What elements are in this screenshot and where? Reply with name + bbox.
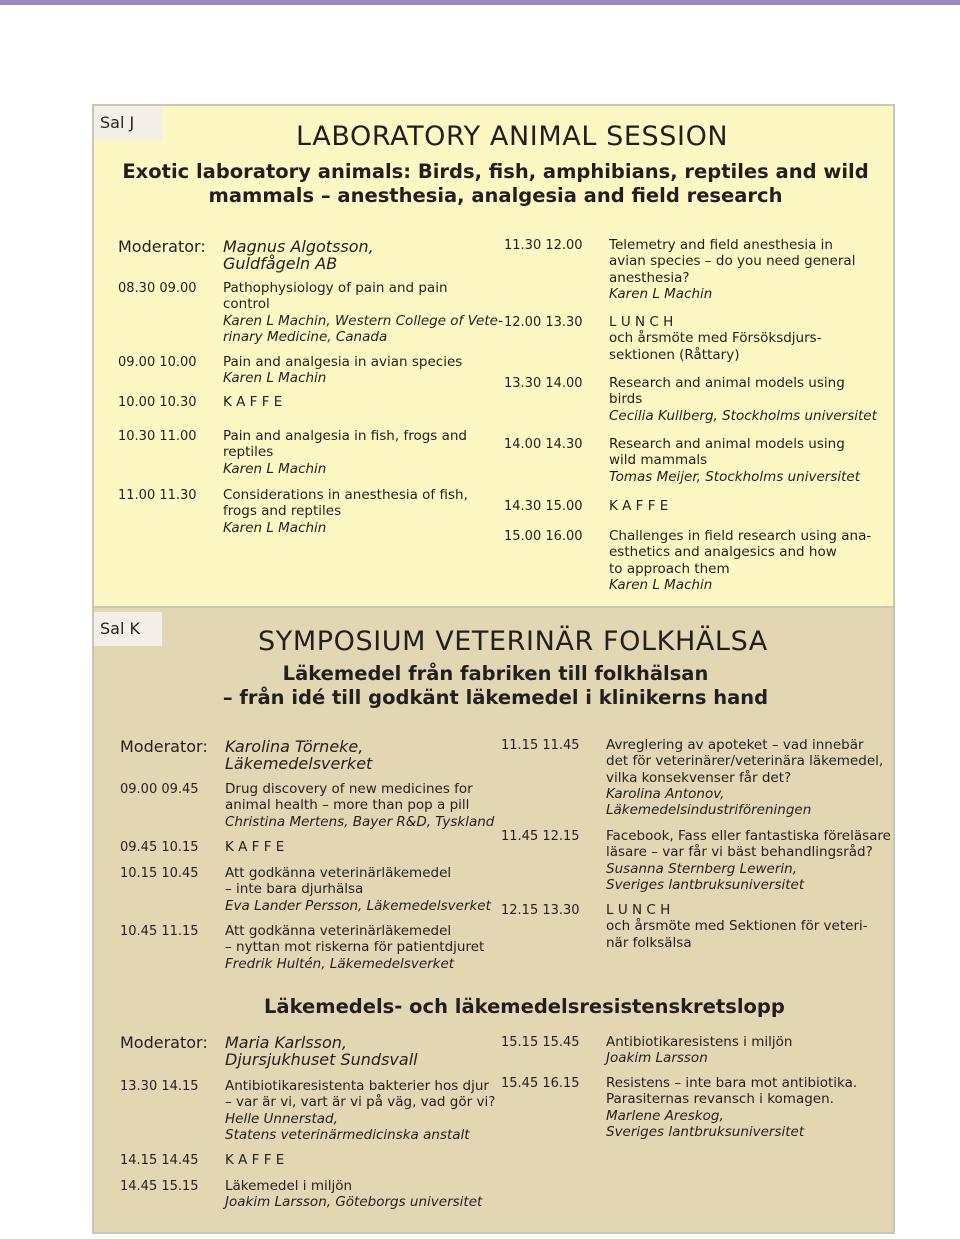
session-details — [225, 1078, 495, 1143]
speaker-line: Susanna Sternberg Lewerin, — [606, 860, 797, 877]
session-title-line: Pain and analgesia in fish, frogs and — [223, 428, 468, 444]
session-details — [223, 394, 282, 410]
sal-k-panel — [92, 608, 895, 1234]
session-title-line: och årsmöte med Försöksdjurs- — [609, 330, 822, 347]
session-title-line: avian species – do you need general — [609, 253, 856, 270]
session-time: 10.00 10.30 — [118, 395, 197, 410]
session-details — [225, 1152, 284, 1168]
session-title-line: Antibiotikaresistenta bakterier hos djur — [225, 1078, 489, 1094]
session-title-line: Research and animal models using — [609, 436, 845, 452]
session-details — [606, 1034, 792, 1067]
sal-k-tag: Sal K — [94, 612, 162, 646]
session-details — [223, 280, 503, 345]
speaker-line: Läkemedelsindustriföreningen — [606, 802, 812, 819]
moderator-label: Moderator: — [120, 737, 208, 756]
session-details — [609, 498, 668, 514]
session-details — [606, 902, 868, 951]
speaker-line: Helle Unnerstad, — [225, 1110, 338, 1127]
sal-j-title: LABORATORY ANIMAL SESSION — [296, 121, 729, 152]
session-time: 11.45 12.15 — [501, 829, 580, 844]
sal-j-tag: Sal J — [94, 106, 162, 140]
speaker-line: Marlene Areskog, — [606, 1107, 724, 1124]
moderator-line: Djursjukhuset Sundsvall — [225, 1050, 418, 1069]
session-details — [225, 839, 284, 855]
session-title-line: Telemetry and field anesthesia in — [609, 237, 833, 253]
session-time: 09.45 10.15 — [120, 840, 199, 855]
speaker-line: Karen L Machin, Western College of Vete- — [223, 312, 503, 329]
moderator-line: Läkemedelsverket — [225, 754, 373, 773]
session-title-line: K A F F E — [609, 498, 669, 514]
session-title-line: Pathophysiology of pain and pain — [223, 280, 448, 296]
session-details — [609, 375, 877, 424]
sal-j-panel — [92, 104, 895, 608]
sal-k-subtitle — [114, 662, 877, 710]
session-time: 12.00 13.30 — [504, 315, 583, 330]
speaker-line: Joakim Larsson, Göteborgs universitet — [225, 1194, 483, 1211]
session-title-line: birds — [609, 391, 643, 408]
session-title-line: Att godkänna veterinärläkemedel — [225, 923, 452, 939]
session-details — [609, 436, 860, 485]
session-time: 14.30 15.00 — [504, 499, 583, 514]
subtitle-line: – från idé till godkänt läkemedel i klinikerns hand — [222, 686, 769, 709]
session-details — [606, 828, 891, 893]
session-title-line: när folksälsa — [606, 934, 692, 951]
session-time: 15.45 16.15 — [501, 1076, 580, 1091]
session-title-line: Facebook, Fass eller fantastiska föreläsare — [606, 828, 891, 844]
session-details — [223, 354, 462, 387]
session-title-line: sektionen (Råttary) — [609, 346, 740, 363]
session-title-line: – nyttan mot riskerna för patientdjuret — [225, 939, 485, 956]
moderator-name — [225, 1034, 418, 1068]
session-title-line: animal health – more than pop a pill — [225, 797, 470, 814]
session-title-line: K A F F E — [223, 394, 283, 410]
speaker-line: Cecilia Kullberg, Stockholms universitet — [609, 407, 877, 424]
speaker-line: Karen L Machin — [223, 519, 327, 536]
moderator-label: Moderator: — [118, 237, 206, 256]
speaker-line: Sveriges lantbruksuniversitet — [606, 1123, 805, 1140]
session-title-line: Resistens – inte bara mot antibiotika. — [606, 1075, 858, 1091]
sal-k-title: SYMPOSIUM VETERINÄR FOLKHÄLSA — [258, 626, 768, 657]
session-title-line: Considerations in anesthesia of fish, — [223, 487, 468, 503]
moderator-name — [225, 738, 372, 772]
session-title-line: reptiles — [223, 444, 274, 461]
session-details — [606, 737, 883, 818]
session-time: 14.15 14.45 — [120, 1153, 199, 1168]
speaker-line: Fredrik Hultén, Läkemedelsverket — [225, 955, 455, 972]
session-time: 15.15 15.45 — [501, 1035, 580, 1050]
session-title-line: Parasiternas revansch i komagen. — [606, 1091, 834, 1108]
speaker-line: Karen L Machin — [223, 460, 327, 477]
session-time: 12.15 13.30 — [501, 903, 580, 918]
session-title-line: – inte bara djurhälsa — [225, 881, 364, 898]
session-details — [609, 528, 871, 593]
session-time: 14.00 14.30 — [504, 437, 583, 452]
session-title-line: Avreglering av apoteket – vad innebär — [606, 737, 864, 753]
session-title-line: Att godkänna veterinärläkemedel — [225, 865, 452, 881]
session-title-line: Pain and analgesia in avian species — [223, 354, 463, 370]
session-time: 09.00 09.45 — [120, 782, 199, 797]
session-time: 14.45 15.15 — [120, 1179, 199, 1194]
speaker-line: Joakim Larsson — [606, 1050, 708, 1067]
session-time: 11.30 12.00 — [504, 238, 583, 253]
speaker-line: Christina Mertens, Bayer R&D, Tyskland — [225, 813, 495, 830]
session-details — [225, 781, 494, 830]
speaker-line: Eva Lander Persson, Läkemedelsverket — [225, 897, 491, 914]
session-details — [609, 314, 822, 363]
session-title-line: wild mammals — [609, 452, 708, 469]
section-heading: Läkemedels- och läkemedelsresistenskretslopp — [264, 995, 785, 1018]
speaker-line: Tomas Meijer, Stockholms universitet — [609, 468, 861, 485]
subtitle-line: mammals – anesthesia, analgesia and field research — [208, 184, 783, 207]
session-title-line: läsare – var får vi bäst behandlingsråd? — [606, 844, 873, 861]
subtitle-line: Exotic laboratory animals: Birds, fish, amphibians, reptiles and wild — [122, 160, 869, 183]
moderator-label: Moderator: — [120, 1033, 208, 1052]
session-title-line: esthetics and analgesics and how — [609, 544, 837, 561]
session-details — [225, 923, 484, 972]
session-time: 09.00 10.00 — [118, 355, 197, 370]
moderator-line: Karolina Törneke, — [225, 737, 364, 756]
session-title-line: det för veterinärer/veterinära läkemedel, — [606, 753, 884, 770]
moderator-line: Maria Karlsson, — [225, 1033, 347, 1052]
speaker-line: Karen L Machin — [223, 370, 327, 387]
session-title-line: Challenges in field research using ana- — [609, 528, 872, 544]
session-details — [609, 237, 855, 302]
session-title-line: control — [223, 296, 270, 313]
session-time: 13.30 14.15 — [120, 1079, 199, 1094]
session-time: 11.00 11.30 — [118, 488, 197, 503]
moderator-line: Magnus Algotsson, — [223, 237, 374, 256]
session-title-line: to approach them — [609, 560, 730, 577]
moderator-name — [223, 238, 374, 272]
speaker-line: Karolina Antonov, — [606, 785, 725, 802]
session-title-line: Research and animal models using — [609, 375, 845, 391]
session-title-line: anesthesia? — [609, 269, 690, 286]
session-title-line: Drug discovery of new medicines for — [225, 781, 473, 797]
speaker-line: Karen L Machin — [609, 285, 713, 302]
session-title-line: och årsmöte med Sektionen för veteri- — [606, 918, 868, 935]
sal-j-subtitle — [114, 160, 877, 208]
session-title-line: frogs and reptiles — [223, 503, 342, 520]
session-details — [606, 1075, 857, 1140]
moderator-line: Guldfågeln AB — [223, 254, 338, 273]
speaker-line: Sveriges lantbruksuniversitet — [606, 876, 805, 893]
session-title-line: Antibiotikaresistens i miljön — [606, 1034, 793, 1050]
session-time: 10.30 11.00 — [118, 429, 197, 444]
session-time: 08.30 09.00 — [118, 281, 197, 296]
session-time: 10.45 11.15 — [120, 924, 199, 939]
session-time: 13.30 14.00 — [504, 376, 583, 391]
session-time: 11.15 11.45 — [501, 738, 580, 753]
speaker-line: rinary Medicine, Canada — [223, 328, 388, 345]
session-time: 15.00 16.00 — [504, 529, 583, 544]
speaker-line: Statens veterinärmedicinska anstalt — [225, 1126, 470, 1143]
session-title-line: L U N C H — [609, 314, 674, 330]
session-title-line: K A F F E — [225, 1152, 285, 1168]
session-title-line: vilka konsekvenser får det? — [606, 769, 792, 786]
session-title-line: – var är vi, vart är vi på väg, vad gör vi? — [225, 1094, 496, 1111]
session-time: 10.15 10.45 — [120, 866, 199, 881]
session-details — [225, 1178, 482, 1211]
top-accent-bar — [0, 0, 960, 5]
session-details — [225, 865, 491, 914]
session-details — [223, 428, 467, 477]
session-title-line: K A F F E — [225, 839, 285, 855]
subtitle-line: Läkemedel från fabriken till folkhälsan — [282, 662, 709, 685]
speaker-line: Karen L Machin — [609, 576, 713, 593]
session-details — [223, 487, 468, 536]
session-title-line: Läkemedel i miljön — [225, 1178, 353, 1194]
session-title-line: L U N C H — [606, 902, 671, 918]
